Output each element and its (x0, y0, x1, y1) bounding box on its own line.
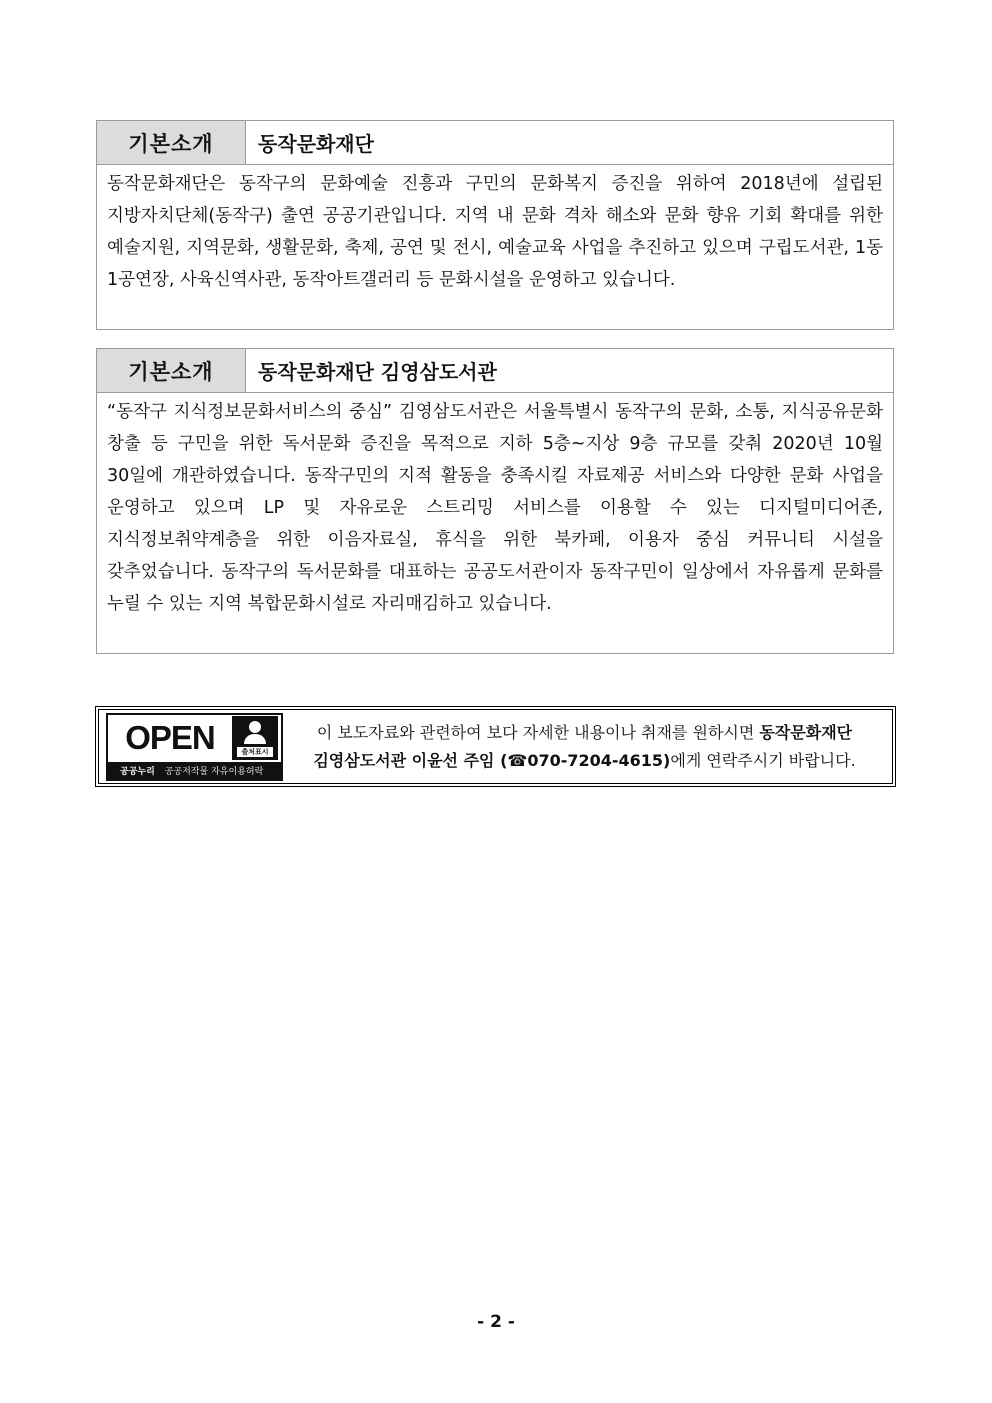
person-icon (249, 721, 261, 733)
section-label: 기본소개 (97, 349, 246, 392)
logo-caption: 공공누리 공공저작물 자유이용허락 (108, 762, 281, 779)
box-header (97, 121, 893, 165)
contact-inner (98, 709, 893, 784)
contact-person: 김영삼도서관 이윤선 주임 (☎070-7204-4615) (313, 750, 671, 770)
contact-org: 동작문화재단 (759, 722, 853, 742)
box-header (97, 349, 893, 393)
section-body: 동작문화재단은 동작구의 문화예술 진흥과 구민의 문화복지 증진을 위하여 2018년에 설립된 지방자치단체(동작구) 출연 공공기관입니다. 지역 내 문화 격차 해소와 문화 향유 기회 확대를 위한 예술지원, 지역문화, 생활문화, 축제, 공연 및 전시, 예술교육 사업을 추진하고 있으며 구립도서관, 1동 1공연장, 사육신역사관, 동작아트갤러리 등 문화시설을 운영하고 있습니다. (107, 174, 883, 290)
attribution-badge-icon (232, 716, 278, 760)
library-intro-box (96, 348, 894, 654)
section-title: 동작문화재단 김영삼도서관 (258, 360, 497, 384)
contact-message (283, 719, 892, 775)
foundation-intro-box (96, 120, 894, 330)
contact-box (95, 706, 896, 787)
badge-label: 출처표시 (237, 747, 273, 757)
page-number: - 2 - (477, 1312, 515, 1332)
section-body: “동작구 지식정보문화서비스의 중심” 김영삼도서관은 서울특별시 동작구의 문화, 소통, 지식공유문화 창출 등 구민을 위한 독서문화 증진을 목적으로 지하 5층~지상 9층 규모를 갖춰 2020년 10월 30일에 개관하였습니다. 동작구민의 지적 활동을 충족시킬 자료제공 서비스와 다양한 문화 사업을 운영하고 있으며 LP 및 자유로운 스트리밍 서비스를 이용할 수 있는 디지털미디어존, 지식정보취약계층을 위한 이음자료실, 휴식을 위한 북카페, 이용자 중심 커뮤니티 시설을 갖추었습니다. 동작구의 독서문화를 대표하는 공공도서관이자 동작구민이 일상에서 자유롭게 문화를 누릴 수 있는 지역 복합문화시설로 자리매김하고 있습니다. (107, 402, 883, 614)
contact-line-1: 이 보도자료와 관련하여 보다 자세한 내용이나 취재를 원하시면 동작문화재단 (316, 722, 853, 742)
open-wordmark: OPEN (125, 719, 215, 756)
contact-line-2: 김영삼도서관 이윤선 주임 (☎070-7204-4615)에게 연락주시기 바랍니다. (313, 750, 856, 770)
section-label: 기본소개 (97, 121, 246, 164)
kogl-open-logo (106, 713, 283, 781)
section-title: 동작문화재단 (258, 132, 374, 156)
